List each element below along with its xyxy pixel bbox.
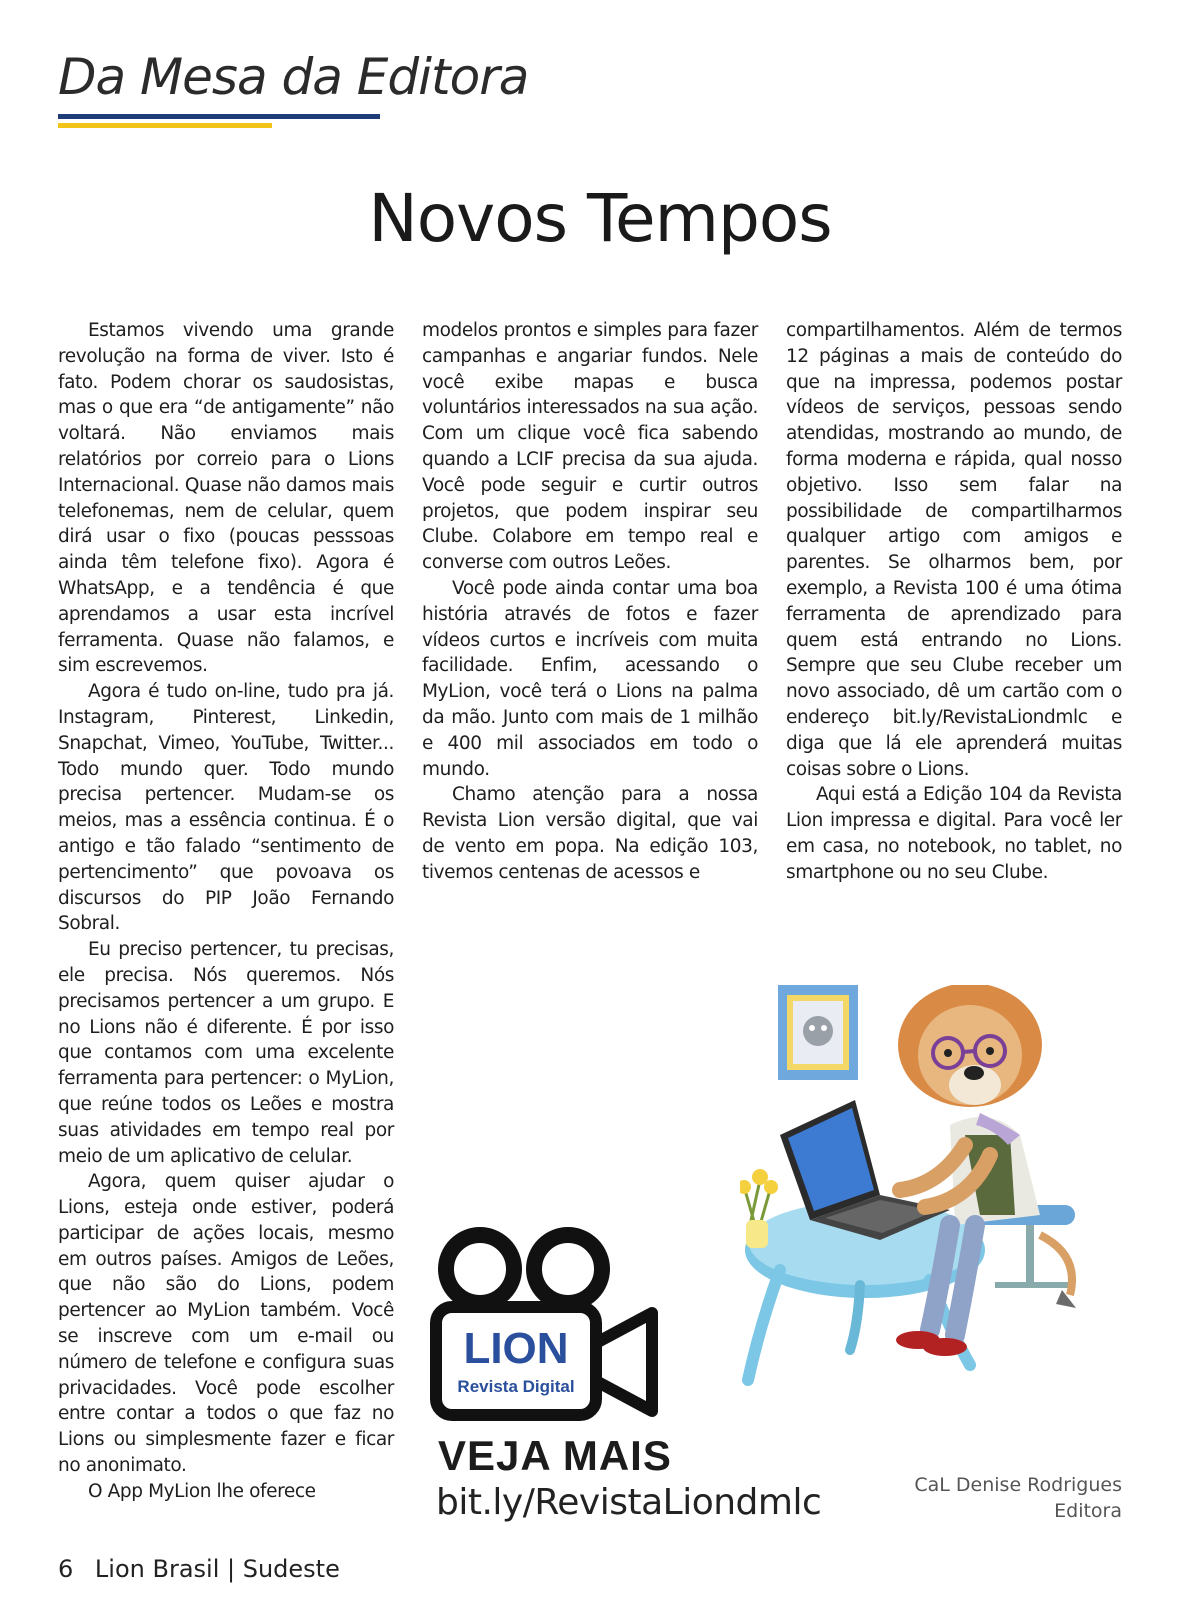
paragraph: modelos prontos e simples para fazer campanhas e angariar fundos. Nele você exibe mapas e busca voluntários interessados na sua ação. Com um clique você fica sabendo quando a LCIF precisa da sua ajuda. Você pode seguir e curtir outros projetos, que podem inspirar seu Clube. Colabore em tempo real e converse com outros Leões. — [422, 320, 758, 574]
magazine-url-link[interactable]: bit.ly/RevistaLiondmlc — [436, 1482, 822, 1523]
paragraph: Chamo atenção para a nossa Revista Lion versão digital, que vai de vento em popa. Na edição 103, tivemos centenas de acessos e — [422, 784, 758, 883]
page-number: 6 — [58, 1555, 74, 1583]
paragraph: Você pode ainda contar uma boa história através de fotos e fazer vídeos curtos e incríveis com muita facilidade. Enfim, acessando o MyLion, você terá o Lions na palma da mão. Junto com mais de 1 milhão e 400 mil associados em todo o mundo. — [422, 577, 758, 780]
page-footer — [58, 1555, 354, 1583]
article-column-2 — [422, 318, 758, 886]
veja-mais-label: VEJA MAIS — [438, 1432, 672, 1479]
publication-name: Lion Brasil | Sudeste — [94, 1555, 340, 1583]
article-title: Novos Tempos — [368, 180, 832, 257]
section-title: Da Mesa da Editora — [58, 48, 529, 106]
editor-role: Editora — [1054, 1500, 1122, 1522]
lion-logo-text: LION — [463, 1324, 569, 1373]
lion-at-laptop-illustration — [740, 985, 1120, 1405]
header-rule-blue — [58, 114, 380, 119]
revista-digital-logo-text: Revista Digital — [457, 1377, 575, 1396]
article-column-1 — [58, 318, 394, 1505]
paragraph: compartilhamentos. Além de termos 12 páginas a mais de conteúdo do que na impressa, podemos postar vídeos de serviços, pessoas sendo atendidas, mostrando ao mundo, de forma moderna e rápida, qual nosso objetivo. Isso sem falar na possibilidade de compartilharmos qualquer artigo com amigos e parentes. Se olharmos bem, por exemplo, a Revista 100 é uma ótima ferramenta de aprendizado para quem está entrando no Lions. Sempre que seu Clube receber um novo associado, dê um cartão com o endereço bit.ly/RevistaLiondmlc e diga que lá ele aprenderá muitas coisas sobre o Lions. — [786, 320, 1122, 780]
paragraph: Agora é tudo on-line, tudo pra já. Instagram, Pinterest, Linkedin, Snapchat, Vimeo, YouTube, Twitter... Todo mundo quer. Todo mundo precisa pertencer. Mudam-se os meios, mas a essência continua. É o antigo e tão falado “sentimento de pertencimento” que povoava os discursos do PIP João Fernando Sobral. — [58, 681, 394, 935]
paragraph: Aqui está a Edição 104 da Revista Lion impressa e digital. Para você ler em casa, no notebook, no tablet, no smartphone ou no seu Clube. — [786, 784, 1122, 883]
editor-signature — [914, 1472, 1122, 1524]
paragraph: Agora, quem quiser ajudar o Lions, esteja onde estiver, poderá participar de ações locais, mesmo em outros países. Amigos de Leões, que não são do Lions, podem pertencer ao MyLion também. Você se inscreve com um e-mail ou número de telefone e configura suas privacidades. Você pode escolher entre contar a todos o que faz no Lions ou simplesmente fazer e ficar no anonimato. — [58, 1171, 394, 1477]
paragraph: O App MyLion lhe oferece — [88, 1480, 316, 1502]
paragraph: Eu preciso pertencer, tu precisas, ele precisa. Nós queremos. Nós precisamos pertencer a um grupo. E no Lions não é diferente. É por isso que contamos com uma excelente ferramenta para pertencer: o MyLion, que reúne todos os Leões e mostra suas atividades em tempo real por meio de um aplicativo de celular. — [58, 939, 394, 1167]
editor-name: CaL Denise Rodrigues — [914, 1474, 1122, 1496]
article-column-3 — [786, 318, 1122, 886]
header-rule-yellow — [58, 123, 272, 128]
paragraph: Estamos vivendo uma grande revolução na forma de viver. Isto é fato. Podem chorar os saudosistas, mas o que era “de antigamente” não voltará. Não enviamos mais relatórios por correio para o Lions Internacional. Quase não damos mais telefonemas, nem de celular, quem dirá usar o fixo (poucas pesssoas ainda têm telefone fixo). Agora é WhatsApp, e a tendência é que aprendamos a usar esta incrível ferramenta. Quase não falamos, e sim escrevemos. — [58, 320, 394, 677]
